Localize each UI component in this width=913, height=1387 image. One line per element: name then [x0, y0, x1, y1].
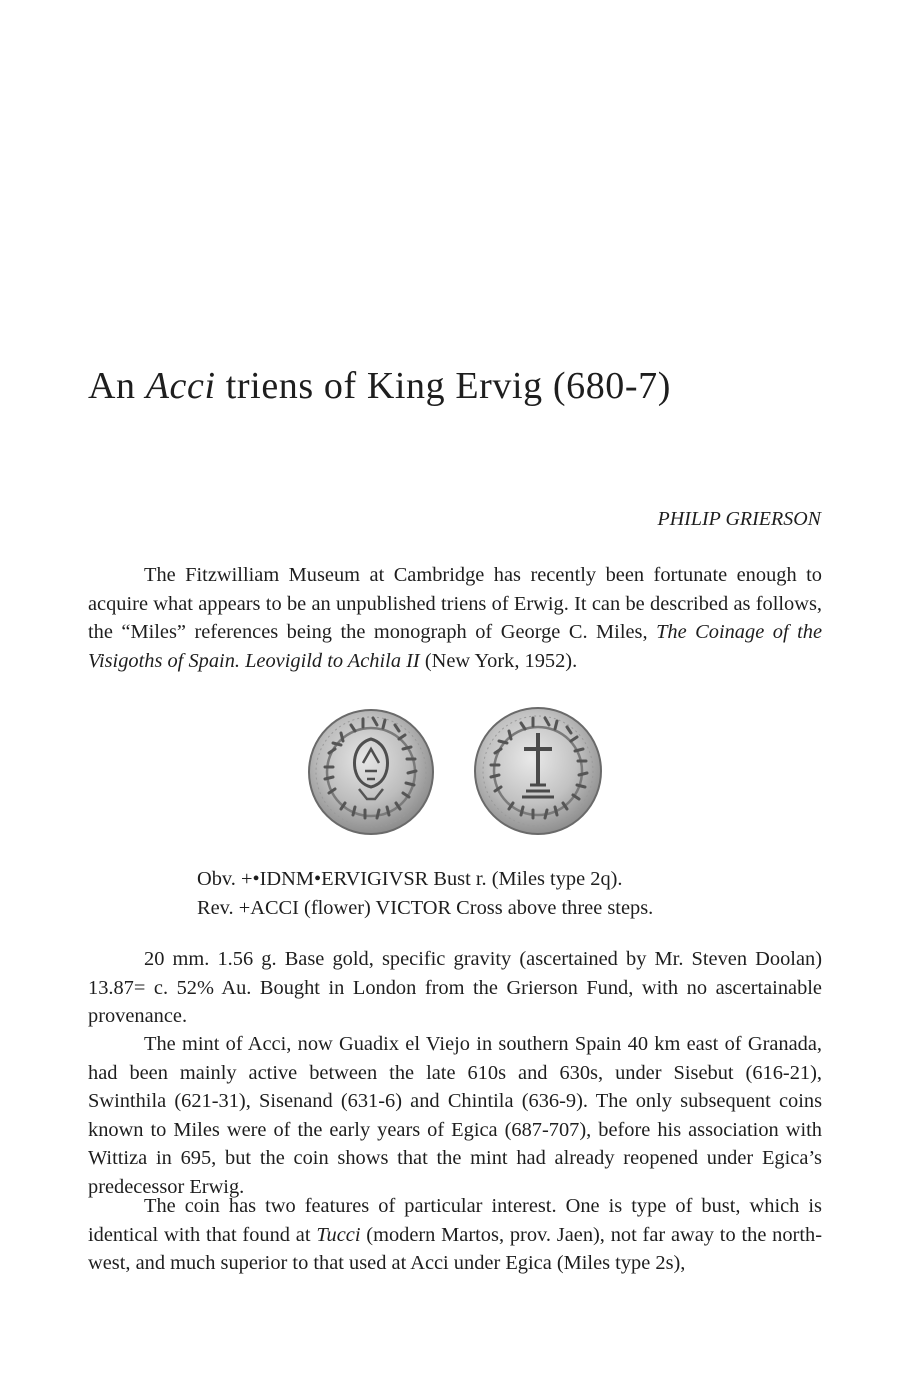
title-italic-acci: Acci [145, 365, 216, 407]
title-prefix: An [88, 365, 146, 407]
measurements-paragraph: 20 mm. 1.56 g. Base gold, specific gravity (ascertained by Mr. Steven Doolan) 13.87= c. 52% Au. Bought in London from the Grierson Fund, with no ascertainable provenance. [88, 948, 822, 1027]
coin-reverse-cross-icon [475, 708, 601, 834]
coin-figure [307, 705, 607, 840]
title-suffix: triens of King Ervig (680-7) [215, 365, 672, 407]
intro-text-2: (New York, 1952). [419, 649, 578, 672]
features-text-2: (modern Martos, prov. Jaen), not far away to the north-west, and much superior to that used at Acci under Egica (Miles type 2s), [88, 1223, 822, 1274]
intro-text-1: The Fitzwilliam Museum at Cambridge has recently been fortunate enough to acquire what appears to be an unpublished triens of Erwig. It can be described as follows, the “Miles” references being the monograph of George C. Miles, [88, 564, 822, 643]
features-italic-tucci: Tucci [316, 1223, 361, 1246]
features-paragraph [88, 1192, 822, 1278]
reverse-caption: Rev. +ACCI (flower) VICTOR Cross above three steps. [197, 897, 654, 919]
features-text-1: The coin has two features of particular interest. One is type of bust, which is identical with that found at [88, 1195, 822, 1246]
author-name: PHILIP GRIERSON [657, 508, 821, 530]
article-title [88, 364, 671, 408]
intro-paragraph [88, 561, 822, 675]
obverse-caption: Obv. +•IDNM•ERVIGIVSR Bust r. (Miles type 2q). [197, 868, 623, 890]
mint-history-paragraph: The mint of Acci, now Guadix el Viejo in southern Spain 40 km east of Granada, had been mainly active between the late 610s and 630s, under Sisebut (616-21), Swinthila (621-31), Sisenand (631-6) and Chintila (636-9). The only subsequent coins known to Miles were of the early years of Egica (687-707), before his association with Wittiza in 695, but the coin shows that the mint had already reopened under Egica’s predecessor Erwig. [88, 1033, 822, 1198]
intro-book-title: The Coinage of the Visigoths of Spain. Leovigild to Achila II [88, 621, 823, 672]
coin-obverse-bust-icon [309, 710, 433, 834]
